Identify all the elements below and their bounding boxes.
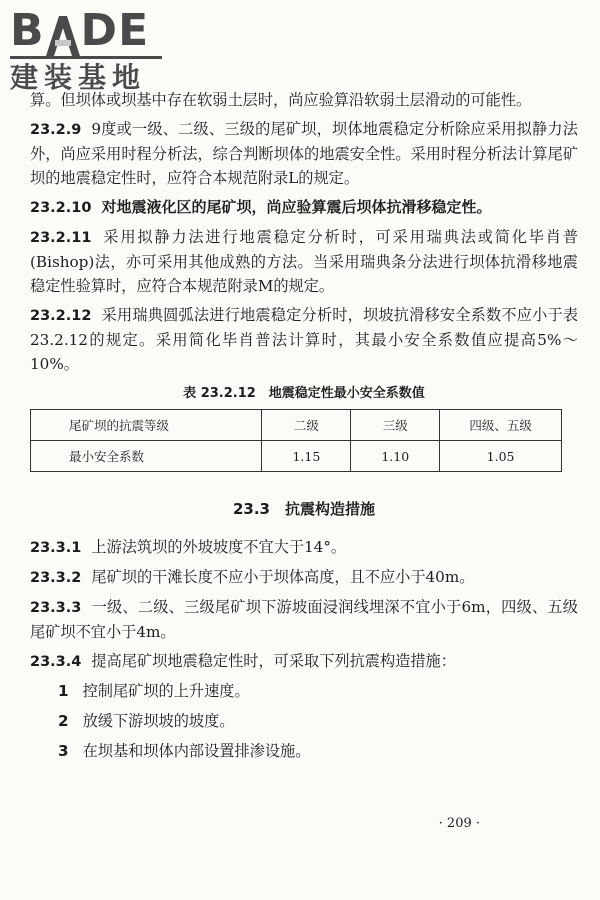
logo-chinese: 建装基地 bbox=[10, 61, 147, 94]
clause-text: 提高尾矿坝地震稳定性时，可采取下列抗震构造措施： bbox=[91, 652, 456, 670]
clause-text: 9度或一级、二级、三级的尾矿坝，坝体地震稳定分析除应采用拟静力法外，尚应采用时程分析法，综合判断坝体的地震安全性。采用时程分析法计算尾矿坝的地震稳定性时，应符合本规范附录L的规定。 bbox=[30, 120, 578, 187]
clause-number: 23.2.9 bbox=[30, 122, 82, 138]
clause-text: 尾矿坝的干滩长度不应小于坝体高度，且不应小于40m。 bbox=[91, 568, 475, 586]
clause-number: 23.2.10 bbox=[30, 200, 92, 216]
clause-23-3-3 bbox=[30, 595, 578, 644]
list-text: 控制尾矿坝的上升速度。 bbox=[82, 682, 250, 700]
clause-number: 23.3.2 bbox=[30, 570, 82, 586]
clause-23-2-12 bbox=[30, 303, 578, 376]
table-row bbox=[31, 441, 562, 472]
list-item bbox=[58, 709, 578, 733]
clause-number: 23.2.11 bbox=[30, 230, 92, 246]
table-cell: 1.05 bbox=[440, 441, 562, 472]
logo-a-glyph bbox=[46, 16, 80, 56]
bade-logo bbox=[10, 5, 180, 95]
list-number: 3 bbox=[58, 742, 69, 760]
page-content bbox=[30, 88, 578, 769]
clause-number: 23.3.4 bbox=[30, 654, 82, 670]
clause-23-3-1 bbox=[30, 535, 578, 560]
safety-factor-table bbox=[30, 409, 562, 472]
section-title: 23.3 抗震构造措施 bbox=[232, 500, 375, 518]
clause-number: 23.2.12 bbox=[30, 308, 92, 324]
clause-text: 对地震液化区的尾矿坝，尚应验算震后坝体抗滑移稳定性。 bbox=[101, 198, 492, 216]
table-header-cell: 四级、五级 bbox=[440, 410, 562, 441]
clause-number: 23.3.3 bbox=[30, 600, 82, 616]
list-item bbox=[58, 679, 578, 703]
clause-23-2-10 bbox=[30, 195, 578, 220]
logo-wordmark: B DE bbox=[10, 5, 150, 56]
clause-text: 一级、二级、三级尾矿坝下游坡面浸润线埋深不宜小于6m，四级、五级尾矿坝不宜小于4m。 bbox=[30, 598, 578, 641]
clause-23-2-11 bbox=[30, 225, 578, 298]
list-number: 1 bbox=[58, 682, 69, 700]
clause-number: 23.3.1 bbox=[30, 540, 82, 556]
table-title: 表 23.2.12 地震稳定性最小安全系数值 bbox=[183, 386, 425, 401]
logo-underline bbox=[10, 56, 162, 59]
clause-23-3-2 bbox=[30, 565, 578, 590]
clause-text: 采用瑞典圆弧法进行地震稳定分析时，坝坡抗滑移安全系数不应小于表23.2.12的规定。采用简化毕肖普法计算时，其最小安全系数值应提高5%～10%。 bbox=[30, 306, 578, 373]
clause-23-3-4 bbox=[30, 649, 578, 674]
page-number: · 209 · bbox=[438, 816, 480, 831]
list-text: 在坝基和坝体内部设置排渗设施。 bbox=[82, 742, 311, 760]
table-header-cell: 二级 bbox=[262, 410, 351, 441]
table-header-cell: 三级 bbox=[351, 410, 440, 441]
clause-23-2-9 bbox=[30, 117, 578, 190]
list-number: 2 bbox=[58, 712, 69, 730]
table-cell: 1.15 bbox=[262, 441, 351, 472]
paragraph-continuation: 算。但坝体或坝基中存在软弱土层时，尚应验算沿软弱土层滑动的可能性。 bbox=[30, 91, 532, 109]
table-header-row bbox=[31, 410, 562, 441]
list-text: 放缓下游坝坡的坡度。 bbox=[82, 712, 235, 730]
table-header-cell: 尾矿坝的抗震等级 bbox=[31, 410, 262, 441]
list-item bbox=[58, 739, 578, 763]
table-cell: 最小安全系数 bbox=[31, 441, 262, 472]
clause-text: 采用拟静力法进行地震稳定分析时，可采用瑞典法或简化毕肖普(Bishop)法，亦可采用其他成熟的方法。当采用瑞典条分法进行坝体抗滑移地震稳定性验算时，应符合本规范附录M的规定。 bbox=[30, 228, 578, 295]
table-cell: 1.10 bbox=[351, 441, 440, 472]
clause-text: 上游法筑坝的外坡坡度不宜大于14°。 bbox=[91, 538, 347, 556]
